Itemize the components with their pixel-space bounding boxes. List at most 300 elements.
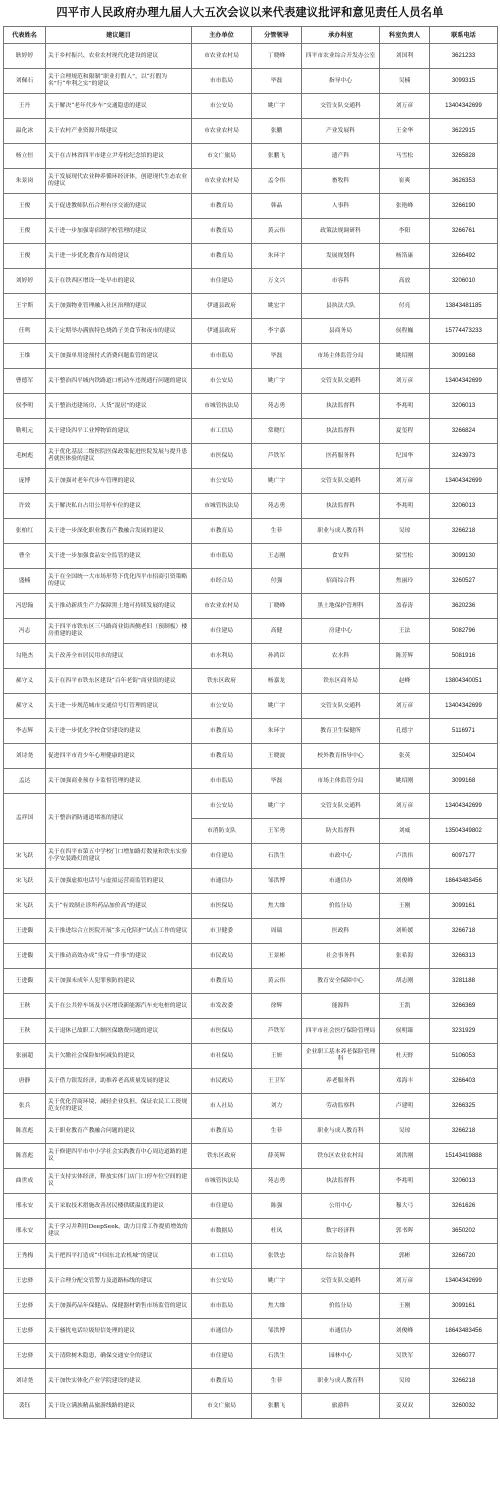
representative-name: 温化冰	[4, 119, 46, 144]
department: 指导中心	[302, 69, 380, 94]
department-head: 高放	[380, 269, 430, 294]
host-unit: 市教育局	[192, 519, 252, 544]
suggestion-title: 关于在吉林省四平市建立尹寿松纪念馆的建议	[46, 144, 192, 169]
host-unit: 市公安局	[192, 1269, 252, 1294]
phone-number: 3099161	[430, 894, 498, 919]
suggestion-title: 关于进一步深化职业教育产教融合发展的建议	[46, 519, 192, 544]
department-head: 刘洪刚	[380, 1144, 430, 1169]
phone-number: 3261626	[430, 1194, 498, 1219]
table-row	[4, 644, 498, 669]
representative-name: 杨立恒	[4, 144, 46, 169]
department: 市政中心	[302, 844, 380, 869]
department-head: 穆大弓	[380, 1194, 430, 1219]
representative-name: 裴钰	[4, 1394, 46, 1419]
phone-number: 5081916	[430, 644, 498, 669]
department-head: 张英	[380, 744, 430, 769]
department: 交管支队交通科	[302, 94, 380, 119]
suggestion-title: 关于合理分配交管警力及道路标线的建议	[46, 1269, 192, 1294]
table-row	[4, 119, 498, 144]
host-unit: 市城管执法局	[192, 1169, 252, 1194]
host-unit: 市市监局	[192, 769, 252, 794]
leader: 姚广宇	[252, 369, 302, 394]
host-unit: 市水利局	[192, 644, 252, 669]
department: 市容科	[302, 269, 380, 294]
phone-number: 3206013	[430, 494, 498, 519]
suggestion-title: 促进四平市青少年心理健康的建议	[46, 744, 192, 769]
leader: 焦大维	[252, 894, 302, 919]
representative-name: 朱景岗	[4, 169, 46, 194]
col-header-name: 代表姓名	[4, 27, 46, 44]
host-unit: 市公安局	[192, 794, 252, 819]
table-row	[4, 169, 498, 194]
department: 产业发展科	[302, 119, 380, 144]
leader: 朱环宇	[252, 244, 302, 269]
table-row	[4, 144, 498, 169]
phone-number: 3626353	[430, 169, 498, 194]
department: 人事科	[302, 194, 380, 219]
suggestion-title: 关于推动高效办成“身后一件事”的建议	[46, 944, 192, 969]
department: 公用中心	[302, 1194, 380, 1219]
table-row	[4, 994, 498, 1019]
leader: 王卫军	[252, 1069, 302, 1094]
table-row	[4, 1394, 498, 1419]
host-unit: 市教育局	[192, 744, 252, 769]
leader: 姚广宇	[252, 469, 302, 494]
department-head: 梁雪松	[380, 544, 430, 569]
suggestion-title: 关于设立满族精品旅游线路的建议	[46, 1394, 192, 1419]
host-unit: 市人社局	[192, 1094, 252, 1119]
phone-number: 3260032	[430, 1394, 498, 1419]
leader: 丁晓峰	[252, 44, 302, 69]
phone-number: 3243973	[430, 444, 498, 469]
department-head: 杨箔康	[380, 244, 430, 269]
department: 医药服务科	[302, 444, 380, 469]
leader: 孟令伟	[252, 169, 302, 194]
representative-name: 张丽超	[4, 1044, 46, 1069]
department-head: 孔德宇	[380, 719, 430, 744]
phone-number: 6097177	[430, 844, 498, 869]
department-head: 李阳	[380, 219, 430, 244]
suggestion-title: 关于学习并利用DeepSeek，助力目常工作提质增效的建议	[46, 1219, 192, 1244]
host-unit: 市农业农村局	[192, 44, 252, 69]
department-head: 纪国华	[380, 444, 430, 469]
suggestion-title: 关于解决私自占用公用停车位的建议	[46, 494, 192, 519]
table-row	[4, 44, 498, 69]
department-head: 张艳峰	[380, 194, 430, 219]
department-head: 崔爽	[380, 169, 430, 194]
phone-number: 3099168	[430, 769, 498, 794]
leader: 薛英辉	[252, 1144, 302, 1169]
phone-number: 5106053	[430, 1044, 498, 1069]
phone-number: 3266369	[430, 994, 498, 1019]
department-head: 刘万彦	[380, 694, 430, 719]
table-row	[4, 1019, 498, 1044]
phone-number: 13404342699	[430, 694, 498, 719]
department: 职业与成人教育科	[302, 519, 380, 544]
host-unit: 市住建局	[192, 844, 252, 869]
suggestion-title: 关于支持实体经济，释放实体门店门口停车位空间的建议	[46, 1169, 192, 1194]
host-unit: 市住建局	[192, 619, 252, 644]
department: 铁东区农业农村局	[302, 1144, 380, 1169]
phone-number: 3260527	[430, 569, 498, 594]
phone-number: 13404342699	[430, 369, 498, 394]
leader: 黄云伟	[252, 219, 302, 244]
table-row	[4, 94, 498, 119]
department-head: 夏玺程	[380, 419, 430, 444]
host-unit: 市住建局	[192, 1194, 252, 1219]
representative-name: 王秋	[4, 1019, 46, 1044]
department-head: 李兆明	[380, 1169, 430, 1194]
table-row	[4, 694, 498, 719]
department-head: 李兆明	[380, 494, 430, 519]
representative-name: 王进馥	[4, 969, 46, 994]
leader: 毕磊	[252, 344, 302, 369]
suggestion-title: 关于把四平打造成“中国东北农机城”的建议	[46, 1244, 192, 1269]
suggestion-title: 关于加强单用途预付式消费问题监管的建议	[46, 344, 192, 369]
leader: 焦大维	[252, 1294, 302, 1319]
host-unit: 市教育局	[192, 194, 252, 219]
table-row	[4, 494, 498, 519]
table-row	[4, 744, 498, 769]
department: 交管支队交通科	[302, 469, 380, 494]
representative-name: 王俊	[4, 194, 46, 219]
phone-number: 18643483456	[430, 869, 498, 894]
representative-name: 刘婷婷	[4, 269, 46, 294]
host-unit: 市教育局	[192, 219, 252, 244]
representative-name: 刘诗尧	[4, 744, 46, 769]
host-unit: 市市监局	[192, 1294, 252, 1319]
department: 市场主体监管分局	[302, 769, 380, 794]
leader: 邹洪博	[252, 869, 302, 894]
department: 农水科	[302, 644, 380, 669]
table-header-row	[4, 27, 498, 44]
table-row	[4, 944, 498, 969]
col-header-topic: 建议题目	[46, 27, 192, 44]
phone-number: 3265828	[430, 144, 498, 169]
department: 防火监督科	[302, 819, 380, 844]
table-row	[4, 1044, 498, 1069]
suggestion-title: 关于农村产业资源升级建议	[46, 119, 192, 144]
host-unit: 市教育局	[192, 1119, 252, 1144]
leader: 张铁忠	[252, 1244, 302, 1269]
phone-number: 13404342699	[430, 469, 498, 494]
suggestion-title: 关于推动新质生产力保障黑土地可持续发展的建议	[46, 594, 192, 619]
representative-name: 曲世成	[4, 1169, 46, 1194]
department: 县执法大队	[302, 294, 380, 319]
representative-name: 邢永安	[4, 1219, 46, 1244]
suggestion-title: 关于促进教师队伍合理有序交流的建议	[46, 194, 192, 219]
department-head: 刘国利	[380, 44, 430, 69]
representative-name: 王秀梅	[4, 1244, 46, 1269]
department-head: 吴琼	[380, 519, 430, 544]
department-head: 张希海	[380, 944, 430, 969]
department: 职业与成人教育科	[302, 1119, 380, 1144]
leader: 张鹏飞	[252, 144, 302, 169]
leader: 韩晶	[252, 194, 302, 219]
suggestion-title: 关于骚扰电话垃圾短信处理的建议	[46, 1319, 192, 1344]
phone-number: 3266718	[430, 919, 498, 944]
department: 交管支队交通科	[302, 1269, 380, 1294]
department: 发展规划科	[302, 244, 380, 269]
suggestion-title: 关于借力银发经济，助推养老高质量发展的建议	[46, 1069, 192, 1094]
host-unit: 市农业农村局	[192, 594, 252, 619]
representative-name: 孟祥国	[4, 794, 46, 844]
host-unit: 铁东区政府	[192, 1144, 252, 1169]
department-head: 刘威	[380, 819, 430, 844]
phone-number: 3099161	[430, 1294, 498, 1319]
department-head: 郭彬	[380, 1244, 430, 1269]
phone-number: 3266077	[430, 1344, 498, 1369]
department: 四平市社会医疗保险管理局	[302, 1019, 380, 1044]
suggestion-title: 关于加强未成年人犯罪预防的建议	[46, 969, 192, 994]
leader: 陈强	[252, 1194, 302, 1219]
host-unit: 市教育局	[192, 969, 252, 994]
department: 能源科	[302, 994, 380, 1019]
leader: 朱环宇	[252, 719, 302, 744]
phone-number: 3621233	[430, 44, 498, 69]
department-head: 刘俊峰	[380, 1319, 430, 1344]
phone-number: 13404342699	[430, 794, 498, 819]
phone-number: 3650202	[430, 1219, 498, 1244]
phone-number: 3266218	[430, 1369, 498, 1394]
leader: 石洪生	[252, 1344, 302, 1369]
department: 价监分局	[302, 1294, 380, 1319]
host-unit: 市医保局	[192, 444, 252, 469]
phone-number: 3099168	[430, 344, 498, 369]
suggestion-title: 关于采取技术措施改善居民楼供暖温度的建议	[46, 1194, 192, 1219]
department: 黑土地保护管理科	[302, 594, 380, 619]
suggestion-title: 关于退休已故职工大额医保缴费问题的建议	[46, 1019, 192, 1044]
phone-number: 15774473233	[430, 319, 498, 344]
phone-number: 3622915	[430, 119, 498, 144]
table-row	[4, 244, 498, 269]
phone-number: 3206013	[430, 1169, 498, 1194]
table-row	[4, 969, 498, 994]
leader: 苑志勇	[252, 494, 302, 519]
phone-number: 3266218	[430, 1119, 498, 1144]
leader: 姚广宇	[252, 94, 302, 119]
table-row	[4, 1319, 498, 1344]
col-header-leader: 分管领导	[252, 27, 302, 44]
phone-number: 13804340051	[430, 669, 498, 694]
department: 交管支队交通科	[302, 794, 380, 819]
phone-number: 3099315	[430, 69, 498, 94]
department: 旅游科	[302, 1394, 380, 1419]
department-head: 刘昕媛	[380, 919, 430, 944]
phone-number: 3266190	[430, 194, 498, 219]
table-row	[4, 919, 498, 944]
leader: 万文兴	[252, 269, 302, 294]
department: 园林中心	[302, 1344, 380, 1369]
suggestion-title: 关于乡村振兴、农业农村现代化建设的建议	[46, 44, 192, 69]
leader: 生菲	[252, 1369, 302, 1394]
host-unit: 市文广旅局	[192, 1394, 252, 1419]
host-unit: 市发改委	[192, 994, 252, 1019]
table-row	[4, 1344, 498, 1369]
department: 综合装备科	[302, 1244, 380, 1269]
representative-name: 王忠驿	[4, 1269, 46, 1294]
suggestion-title: 关于加强物业管理融入社区治理的建议	[46, 294, 192, 319]
host-unit: 市通信办	[192, 869, 252, 894]
table-row	[4, 844, 498, 869]
suggestion-title: 关于进一步优化学校食堂建设的建议	[46, 719, 192, 744]
suggestion-title: 关于在公共停车场及小区增设新能源汽车充电桩的建议	[46, 994, 192, 1019]
leader: 王志刚	[252, 544, 302, 569]
host-unit: 市公安局	[192, 469, 252, 494]
representative-name: 曹全	[4, 544, 46, 569]
suggestion-title: 关于加强商业预存卡监督管理的建议	[46, 769, 192, 794]
suggestion-title: 关于在四平市第五中学校门口增加路灯数量和铁东实验小学安装路灯的建议	[46, 844, 192, 869]
representative-name: 宋飞跃	[4, 869, 46, 894]
phone-number: 3266313	[430, 944, 498, 969]
phone-number: 3266492	[430, 244, 498, 269]
table-row	[4, 1369, 498, 1394]
table-row	[4, 1169, 498, 1194]
representative-name: 张兵	[4, 1094, 46, 1119]
leader: 芦铁军	[252, 444, 302, 469]
col-header-phone: 联系电话	[430, 27, 498, 44]
host-unit: 市公安局	[192, 369, 252, 394]
host-unit: 市城管执法局	[192, 494, 252, 519]
leader: 王景彬	[252, 944, 302, 969]
leader: 丁晓峰	[252, 594, 302, 619]
department: 劳动监察科	[302, 1094, 380, 1119]
representative-name: 孟达	[4, 769, 46, 794]
department: 交管支队交通科	[302, 694, 380, 719]
department: 社会事务科	[302, 944, 380, 969]
suggestion-title: 关于推进综合立医院开展“多元化陪护”试点工作的建议	[46, 919, 192, 944]
department-head: 郭书晖	[380, 1219, 430, 1244]
suggestion-title: 关于在铁西区增设一处早市的建议	[46, 269, 192, 294]
department: 政策法规调研科	[302, 219, 380, 244]
representative-name: 宋飞跃	[4, 844, 46, 869]
department-head: 王刚	[380, 1294, 430, 1319]
representative-name: 宋飞跃	[4, 894, 46, 919]
department: 医政科	[302, 919, 380, 944]
department-head: 姜双双	[380, 1394, 430, 1419]
leader: 张鹏飞	[252, 1394, 302, 1419]
representative-name: 王忠驿	[4, 1294, 46, 1319]
representative-name: 刘佩石	[4, 69, 46, 94]
table-row	[4, 1094, 498, 1119]
department: 房建中心	[302, 619, 380, 644]
table-row	[4, 294, 498, 319]
department: 数字经济科	[302, 1219, 380, 1244]
suggestion-title: 关于加强药品年保健品、保健器材销售市场监管的建议	[46, 1294, 192, 1319]
department: 交管支队交通科	[302, 369, 380, 394]
suggestion-title: 关于进一步加强寄宿制学校管理的建议	[46, 219, 192, 244]
department: 招商综合科	[302, 569, 380, 594]
leader: 张鹏	[252, 119, 302, 144]
representative-name: 任鸣	[4, 319, 46, 344]
department-head: 付亮	[380, 294, 430, 319]
phone-number: 3206013	[430, 394, 498, 419]
host-unit: 市工信局	[192, 419, 252, 444]
leader: 付强	[252, 569, 302, 594]
host-unit: 市通信办	[192, 1319, 252, 1344]
host-unit: 市农业农村局	[192, 169, 252, 194]
table-row	[4, 519, 498, 544]
representative-name: 冯思翰	[4, 594, 46, 619]
leader: 王晓波	[252, 744, 302, 769]
department-head: 邓海丰	[380, 1069, 430, 1094]
leader: 姚广宇	[252, 694, 302, 719]
suggestion-title: 关于进一步加强食品安全监管的建议	[46, 544, 192, 569]
department-head: 盖春涛	[380, 594, 430, 619]
suggestion-title: 关于合理规范和限制“职业打假人”，以“打假为名”行“牟利之实”的建议	[46, 69, 192, 94]
phone-number: 5082796	[430, 619, 498, 644]
phone-number: 18643483456	[430, 1319, 498, 1344]
suggestion-title: 关于修建四平市中小学社会实践教育中心周边道路的建议	[46, 1144, 192, 1169]
table-row	[4, 894, 498, 919]
department-head: 刘万彦	[380, 369, 430, 394]
leader: 常晓红	[252, 419, 302, 444]
table-row	[4, 794, 498, 819]
department-head: 王法	[380, 619, 430, 644]
suggestion-title: 关于“有效制止诊所药品加价高”的建议	[46, 894, 192, 919]
representative-name: 郝守义	[4, 669, 46, 694]
leader: 王妍	[252, 1044, 302, 1069]
responsibility-table	[3, 26, 498, 1419]
department: 铁东区商务局	[302, 669, 380, 694]
representative-name: 张柏红	[4, 519, 46, 544]
suggestion-title: 关于加快实体化产业学院建设的建议	[46, 1369, 192, 1394]
department: 畜牧科	[302, 169, 380, 194]
host-unit: 市消防支队	[192, 819, 252, 844]
host-unit: 市住建局	[192, 269, 252, 294]
host-unit: 市公安局	[192, 94, 252, 119]
department-head: 吴琼	[380, 1369, 430, 1394]
department-head: 刘万彦	[380, 469, 430, 494]
host-unit: 市市监局	[192, 69, 252, 94]
representative-name: 侯李明	[4, 394, 46, 419]
department: 市场主体监管分局	[302, 344, 380, 369]
table-row	[4, 544, 498, 569]
representative-name: 王俊	[4, 244, 46, 269]
department-head: 刘万彦	[380, 794, 430, 819]
department: 教育安全保障中心	[302, 969, 380, 994]
department: 食安科	[302, 544, 380, 569]
department: 遗产科	[302, 144, 380, 169]
representative-name: 王进馥	[4, 919, 46, 944]
phone-number: 3266218	[430, 519, 498, 544]
representative-name: 王秋	[4, 994, 46, 1019]
table-row	[4, 444, 498, 469]
suggestion-title: 关于四平市铁东区三马路商业街西侧老旧（预制板）楼房重建的建议	[46, 619, 192, 644]
host-unit: 市市监局	[192, 344, 252, 369]
host-unit: 伊通县政府	[192, 294, 252, 319]
phone-number: 3099130	[430, 544, 498, 569]
table-row	[4, 194, 498, 219]
phone-number: 3281188	[430, 969, 498, 994]
host-unit: 市经合局	[192, 569, 252, 594]
department-head: 姚绍刚	[380, 344, 430, 369]
suggestion-title: 关于解决“老年代步车”交通隐患的建议	[46, 94, 192, 119]
department-head: 赵峰	[380, 669, 430, 694]
representative-name: 勒明元	[4, 419, 46, 444]
department-head: 吴铁军	[380, 1344, 430, 1369]
phone-number: 13404342699	[430, 94, 498, 119]
representative-name: 曹德军	[4, 369, 46, 394]
representative-name: 冯志	[4, 619, 46, 644]
phone-number: 5116971	[430, 719, 498, 744]
representative-name: 陈喜彪	[4, 1119, 46, 1144]
department-head: 刘万彦	[380, 94, 430, 119]
table-row	[4, 469, 498, 494]
phone-number: 13404342699	[430, 1269, 498, 1294]
suggestion-title: 关于在全国统一大市场形势下优化四平市招商引资策略的建议	[46, 569, 192, 594]
leader: 毕磊	[252, 769, 302, 794]
